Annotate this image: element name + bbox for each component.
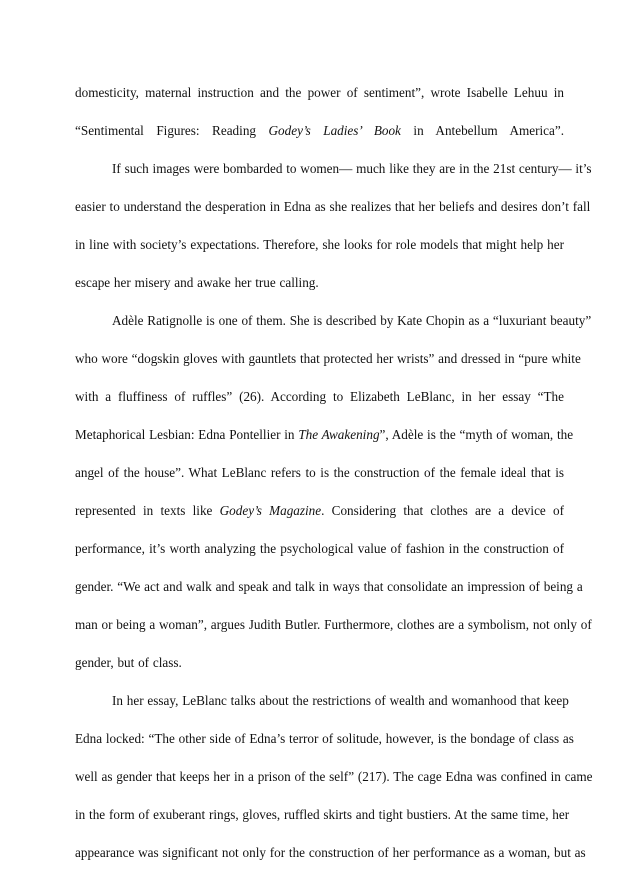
text-run: well as gender that keeps her in a prison of the self” (217). The cage Edna was confined in came [75, 769, 593, 784]
text-run: . Considering that clothes are a device of [321, 503, 564, 518]
text-run: who wore “dogskin gloves with gauntlets that protected her wrists” and dressed in “pure white [75, 351, 581, 366]
text-run: If such images were bombarded to women— much like they are in the 21st century— it’s [112, 161, 592, 176]
italic-title: The Awakening [298, 427, 380, 442]
text-line [75, 682, 569, 720]
text-run: Adèle Ratignolle is one of them. She is described by Kate Chopin as a “luxuriant beauty” [112, 313, 592, 328]
text-line [75, 302, 592, 340]
text-line [75, 568, 583, 606]
text-run: “Sentimental Figures: Reading [75, 123, 269, 138]
body-paragraph [75, 302, 592, 682]
text-run: ”, Adèle is the “myth of woman, the [379, 427, 574, 442]
text-run: in the form of exuberant rings, gloves, ruffled skirts and tight bustiers. At the same time, her [75, 807, 570, 822]
text-line [75, 758, 593, 796]
text-line [75, 226, 564, 264]
text-run: performance, it’s worth analyzing the psychological value of fashion in the construction of [75, 541, 564, 556]
text-run: represented in texts like [75, 503, 220, 518]
body-paragraph [75, 74, 564, 150]
italic-title: Godey’s Ladies’ Book [268, 123, 401, 138]
text-line [75, 150, 592, 188]
text-run: with a fluffiness of ruffles” (26). According to Elizabeth LeBlanc, in her essay “The [75, 389, 564, 404]
text-line [75, 378, 564, 416]
text-line [75, 416, 574, 454]
text-run: appearance was significant not only for the construction of her performance as a woman, but as [75, 845, 586, 860]
text-run: escape her misery and awake her true calling. [75, 275, 319, 290]
text-line [75, 264, 564, 302]
text-run: in line with society’s expectations. Therefore, she looks for role models that might help her [75, 237, 564, 252]
body-paragraph [75, 150, 592, 302]
text-line [75, 454, 564, 492]
text-line [75, 112, 564, 150]
text-line [75, 74, 564, 112]
text-run: angel of the house”. What LeBlanc refers to is the construction of the female ideal that is [75, 465, 564, 480]
text-run: Metaphorical Lesbian: Edna Pontellier in [75, 427, 299, 442]
text-line [75, 720, 574, 758]
text-line [75, 644, 564, 682]
text-run: In her essay, LeBlanc talks about the restrictions of wealth and womanhood that keep [112, 693, 569, 708]
text-run: in Antebellum America”. [400, 123, 565, 138]
text-line [75, 340, 581, 378]
italic-title: Godey’s Magazine [219, 503, 322, 518]
text-run: easier to understand the desperation in Edna as she realizes that her beliefs and desires don’t fall [75, 199, 591, 214]
text-run: Edna locked: “The other side of Edna’s terror of solitude, however, is the bondage of class as [75, 731, 574, 746]
text-line [75, 606, 592, 644]
text-line [75, 492, 564, 530]
text-run: gender, but of class. [75, 655, 182, 670]
text-line [75, 530, 564, 568]
text-line [75, 834, 586, 872]
text-line [75, 796, 570, 834]
text-line [75, 188, 591, 226]
text-run: man or being a woman”, argues Judith Butler. Furthermore, clothes are a symbolism, not only of [75, 617, 592, 632]
body-paragraph [75, 682, 593, 872]
text-run: domesticity, maternal instruction and the power of sentiment”, wrote Isabelle Lehuu in [75, 85, 564, 100]
text-run: gender. “We act and walk and speak and talk in ways that consolidate an impression of being a [75, 579, 583, 594]
